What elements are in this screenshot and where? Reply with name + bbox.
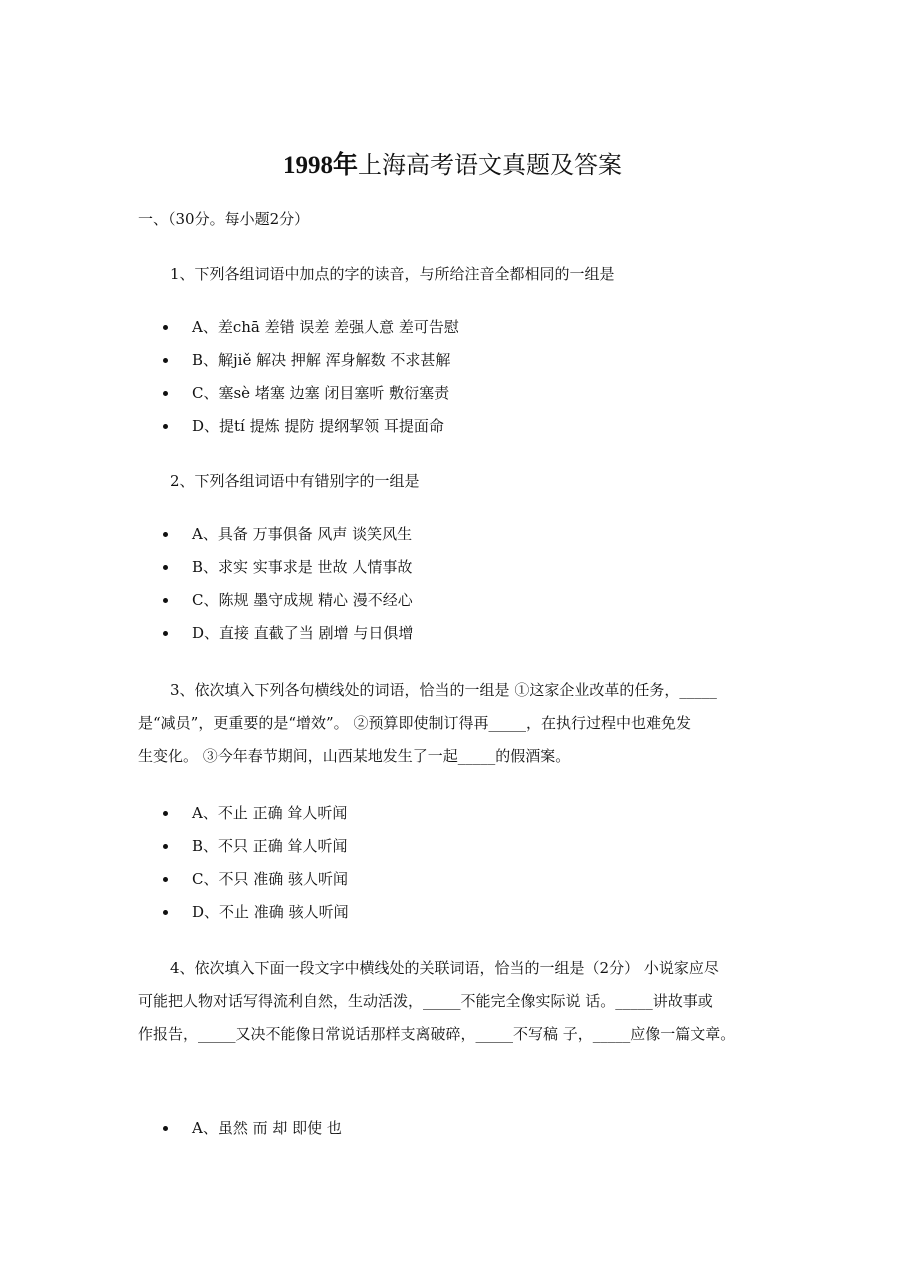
- bullet-icon: [163, 811, 168, 816]
- option-text: A、虽然 而 却 即使 也: [192, 1119, 342, 1137]
- option-text: A、不止 正确 耸人听闻: [192, 804, 348, 822]
- option-item: [163, 518, 413, 551]
- option-item: [163, 896, 349, 929]
- option-text: D、直接 直截了当 剧增 与日俱增: [192, 624, 414, 642]
- option-text: D、不止 准确 骇人听闻: [192, 903, 349, 921]
- question-stem: [138, 258, 778, 291]
- option-item: [163, 797, 349, 830]
- bullet-icon: [163, 844, 168, 849]
- option-item: [163, 863, 349, 896]
- option-text: B、解jiě 解决 押解 浑身解数 不求甚解: [192, 351, 451, 369]
- question-stem: [138, 465, 778, 498]
- document-title: [0, 148, 905, 183]
- bullet-icon: [163, 631, 168, 636]
- option-list-2: [163, 518, 413, 650]
- title-year: 1998年: [282, 152, 358, 179]
- question-2: [138, 465, 778, 498]
- title-text: 上海高考语文真题及答案: [358, 151, 622, 179]
- bullet-icon: [163, 391, 168, 396]
- bullet-icon: [163, 424, 168, 429]
- option-item: [163, 410, 459, 443]
- option-item: [163, 344, 459, 377]
- question-stem: [138, 952, 778, 1051]
- option-list-4: [163, 1112, 342, 1145]
- question-stem: [138, 674, 778, 773]
- option-text: C、陈规 墨守成规 精心 漫不经心: [192, 591, 413, 609]
- bullet-icon: [163, 358, 168, 363]
- option-item: [163, 551, 413, 584]
- option-text: D、提tí 提炼 提防 提纲挈领 耳提面命: [192, 417, 444, 435]
- bullet-icon: [163, 910, 168, 915]
- question-line: 作报告，_____又决不能像日常说话那样支离破碎，_____不写稿 子，_____应像一篇文章。: [138, 1025, 736, 1043]
- bullet-icon: [163, 565, 168, 570]
- option-item: [163, 1112, 342, 1145]
- question-line: 1、下列各组词语中加点的字的读音，与所给注音全都相同的一组是: [170, 265, 615, 283]
- option-item: [163, 617, 413, 650]
- question-line: 是“减员”，更重要的是“增效”。 ②预算即使制订得再_____，在执行过程中也难免发: [138, 714, 691, 732]
- option-item: [163, 311, 459, 344]
- bullet-icon: [163, 532, 168, 537]
- bullet-icon: [163, 325, 168, 330]
- option-list-3: [163, 797, 349, 929]
- option-text: B、求实 实事求是 世故 人情事故: [192, 558, 413, 576]
- option-item: [163, 377, 459, 410]
- question-1: [138, 258, 778, 291]
- section-heading: 一、（30分。每小题2分）: [138, 210, 310, 228]
- option-list-1: [163, 311, 459, 443]
- option-item: [163, 830, 349, 863]
- question-3: [138, 674, 778, 773]
- question-line: 4、依次填入下面一段文字中横线处的关联词语，恰当的一组是（2分） 小说家应尽: [170, 959, 719, 977]
- option-text: B、不只 正确 耸人听闻: [192, 837, 348, 855]
- option-text: C、塞sè 堵塞 边塞 闭目塞听 敷衍塞责: [192, 384, 450, 402]
- question-4: [138, 952, 778, 1051]
- bullet-icon: [163, 1126, 168, 1131]
- bullet-icon: [163, 598, 168, 603]
- option-item: [163, 584, 413, 617]
- question-line: 生变化。 ③今年春节期间，山西某地发生了一起_____的假酒案。: [138, 747, 571, 765]
- question-line: 可能把人物对话写得流利自然，生动活泼，_____不能完全像实际说 话。_____讲故事或: [138, 992, 713, 1010]
- option-text: C、不只 准确 骇人听闻: [192, 870, 349, 888]
- question-line: 3、依次填入下列各句横线处的词语，恰当的一组是 ①这家企业改革的任务，_____: [170, 681, 717, 699]
- bullet-icon: [163, 877, 168, 882]
- option-text: A、差chā 差错 误差 差强人意 差可告慰: [192, 318, 459, 336]
- question-line: 2、下列各组词语中有错别字的一组是: [170, 472, 420, 490]
- option-text: A、具备 万事俱备 风声 谈笑风生: [192, 525, 413, 543]
